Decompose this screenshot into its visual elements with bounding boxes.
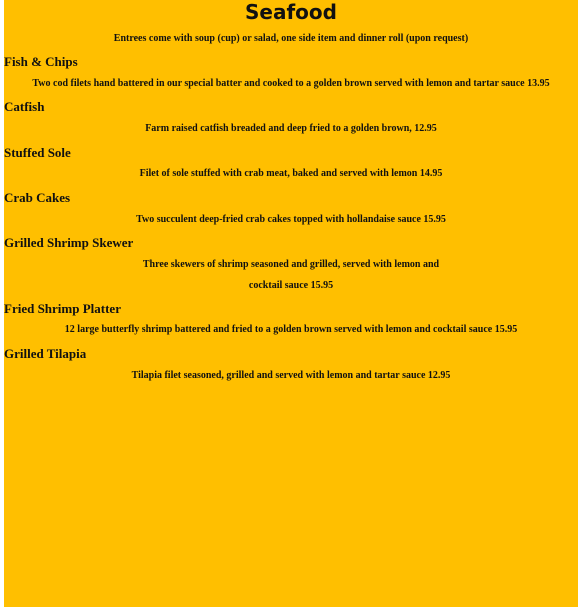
page-title: Seafood: [245, 0, 337, 24]
item-description-grilled-shrimp-skewer-line2: cocktail sauce 15.95: [248, 280, 334, 291]
item-description-fish-chips: Two cod filets hand battered in our special batter and cooked to a golden brown served with lemon and tartar sauce 13.95: [32, 78, 550, 89]
item-description-grilled-shrimp-skewer-line1: Three skewers of shrimp seasoned and grilled, served with lemon and: [142, 259, 440, 270]
menu-page: [4, 0, 578, 607]
item-name-crab-cakes: Crab Cakes: [4, 190, 71, 205]
item-description-crab-cakes: Two succulent deep-fried crab cakes topped with hollandaise sauce 15.95: [136, 214, 446, 225]
item-description-grilled-tilapia: Tilapia filet seasoned, grilled and served with lemon and tartar sauce 12.95: [131, 370, 451, 381]
item-description-catfish: Farm raised catfish breaded and deep fried to a golden brown, 12.95: [145, 123, 437, 134]
item-name-stuffed-sole: Stuffed Sole: [4, 145, 71, 160]
item-name-catfish: Catfish: [4, 99, 45, 114]
item-description-fried-shrimp-platter: 12 large butterfly shrimp battered and fried to a golden brown served with lemon and cocktail sauce 15.95: [64, 324, 518, 335]
menu-intro: Entrees come with soup (cup) or salad, one side item and dinner roll (upon request): [113, 33, 469, 44]
item-name-grilled-tilapia: Grilled Tilapia: [4, 346, 87, 361]
item-name-grilled-shrimp-skewer: Grilled Shrimp Skewer: [4, 235, 134, 250]
item-name-fried-shrimp-platter: Fried Shrimp Platter: [4, 301, 121, 316]
item-description-stuffed-sole: Filet of sole stuffed with crab meat, baked and served with lemon 14.95: [139, 168, 443, 179]
item-name-fish-chips: Fish & Chips: [4, 54, 78, 69]
